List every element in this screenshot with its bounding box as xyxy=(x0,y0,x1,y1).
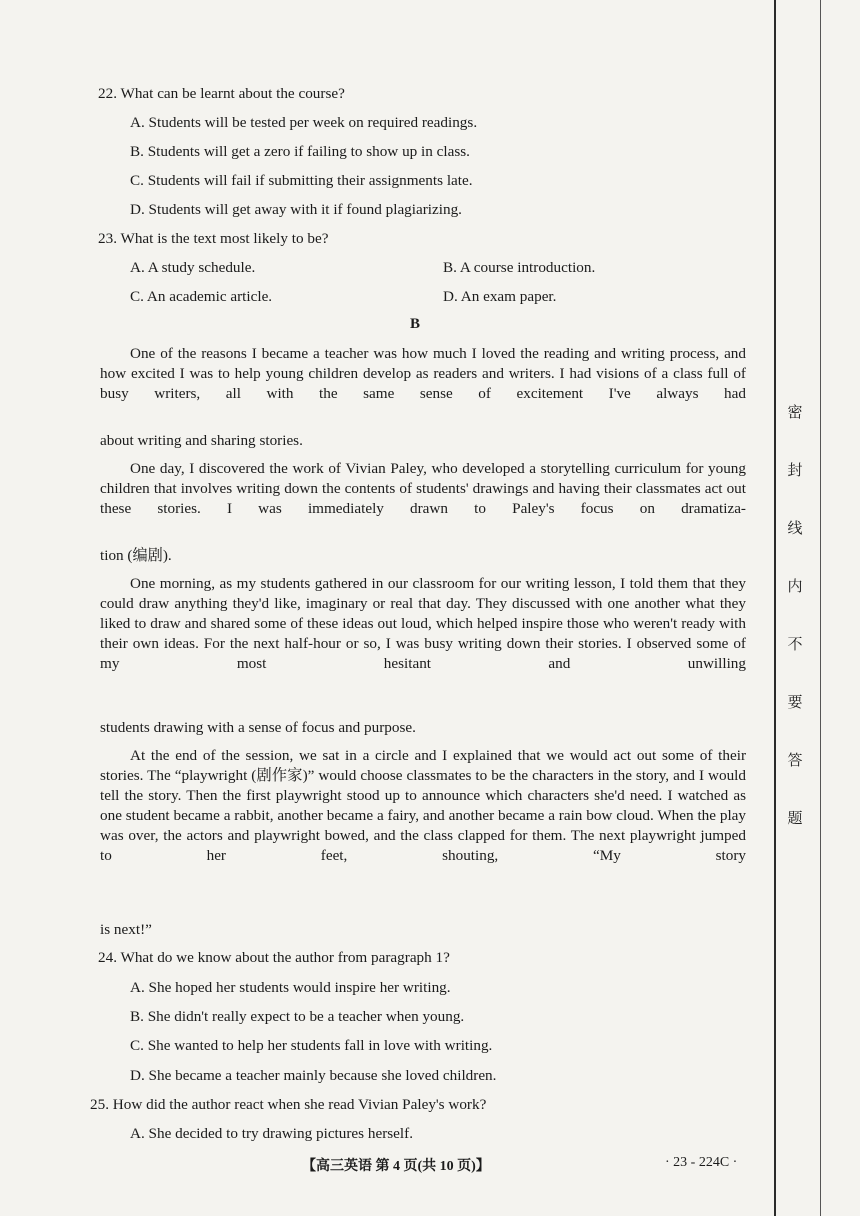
question-24-option-a: A. She hoped her students would inspire her writing. xyxy=(130,979,451,996)
passage-paragraph-4-end: is next!” xyxy=(100,921,152,938)
question-24-option-d: D. She became a teacher mainly because she loved children. xyxy=(130,1067,497,1084)
seal-char-3: 线 xyxy=(787,519,803,537)
section-title: B xyxy=(410,316,421,332)
seal-char-6: 要 xyxy=(787,693,803,711)
question-23-stem: 23. What is the text most likely to be? xyxy=(98,230,329,247)
seal-char-4: 内 xyxy=(787,577,803,595)
passage-paragraph-2-end: tion (编剧). xyxy=(100,547,172,564)
passage-paragraph-4: At the end of the session, we sat in a circle and I explained that we would act out some of their stories. The “playwright (剧作家)” would choose classmates to be the characters in the story, and I would tell the story. Then the first playwright stood up to announce which characters she'd need. I watched as one student became a rabbit, another became a fairy, and another became a rain bow cloud. When the play was over, the actors and playwright bowed, and the class clapped for them. The next playwright jumped to her feet, shouting, “My story xyxy=(100,747,746,864)
question-22-option-b: B. Students will get a zero if failing to show up in class. xyxy=(130,143,470,160)
question-23-option-b: B. A course introduction. xyxy=(443,259,596,276)
seal-char-8: 题 xyxy=(787,809,803,827)
question-22-option-c: C. Students will fail if submitting their assignments late. xyxy=(130,172,473,189)
question-23-option-d: D. An exam paper. xyxy=(443,288,557,305)
seal-char-1: 密 xyxy=(787,403,803,421)
question-25-option-a: A. She decided to try drawing pictures herself. xyxy=(130,1125,413,1142)
question-24-option-b: B. She didn't really expect to be a teacher when young. xyxy=(130,1008,465,1025)
binding-margin-rule xyxy=(774,0,776,1216)
seal-char-2: 封 xyxy=(787,461,803,479)
question-22-stem: 22. What can be learnt about the course? xyxy=(98,85,345,102)
page-footer-code: · 23 - 224C · xyxy=(665,1155,738,1170)
passage-paragraph-1: One of the reasons I became a teacher was how much I loved the reading and writing process, and how excited I was to help young children develop as readers and writers. I had visions of a class full of busy writers, all with the same sense of excitement I've always had xyxy=(100,345,746,402)
seal-char-7: 答 xyxy=(787,751,803,769)
question-23-option-a: A. A study schedule. xyxy=(130,259,256,276)
passage-paragraph-3: One morning, as my students gathered in our classroom for our writing lesson, I told them that they could draw anything they'd like, imaginary or real that day. They discussed with one another what they liked to draw and shared some of these ideas out loud, which helped inspire those who weren't ready with their own ideas. For the next half-hour or so, I was busy writing down their stories. I observed some of my most hesitant and unwilling xyxy=(100,575,746,672)
passage-paragraph-3-end: students drawing with a sense of focus and purpose. xyxy=(100,719,416,736)
passage-paragraph-2: One day, I discovered the work of Vivian Paley, who developed a storytelling curriculum for young children that involves writing down the contents of students' drawings and having their classmates act out these stories. I was immediately drawn to Paley's focus on dramatiza- xyxy=(100,460,746,517)
seal-char-5: 不 xyxy=(787,635,803,653)
question-22-option-d: D. Students will get away with it if found plagiarizing. xyxy=(130,201,462,218)
question-25-stem: 25. How did the author react when she read Vivian Paley's work? xyxy=(90,1096,487,1113)
question-24-option-c: C. She wanted to help her students fall in love with writing. xyxy=(130,1037,493,1054)
question-22-option-a: A. Students will be tested per week on required readings. xyxy=(130,114,478,131)
question-23-option-c: C. An academic article. xyxy=(130,288,273,305)
passage-paragraph-1-end: about writing and sharing stories. xyxy=(100,432,303,449)
page-footer-label: 【高三英语 第 4 页(共 10 页)】 xyxy=(302,1159,490,1174)
binding-margin-rule-inner xyxy=(820,0,821,1216)
question-24-stem: 24. What do we know about the author from paragraph 1? xyxy=(98,949,450,966)
